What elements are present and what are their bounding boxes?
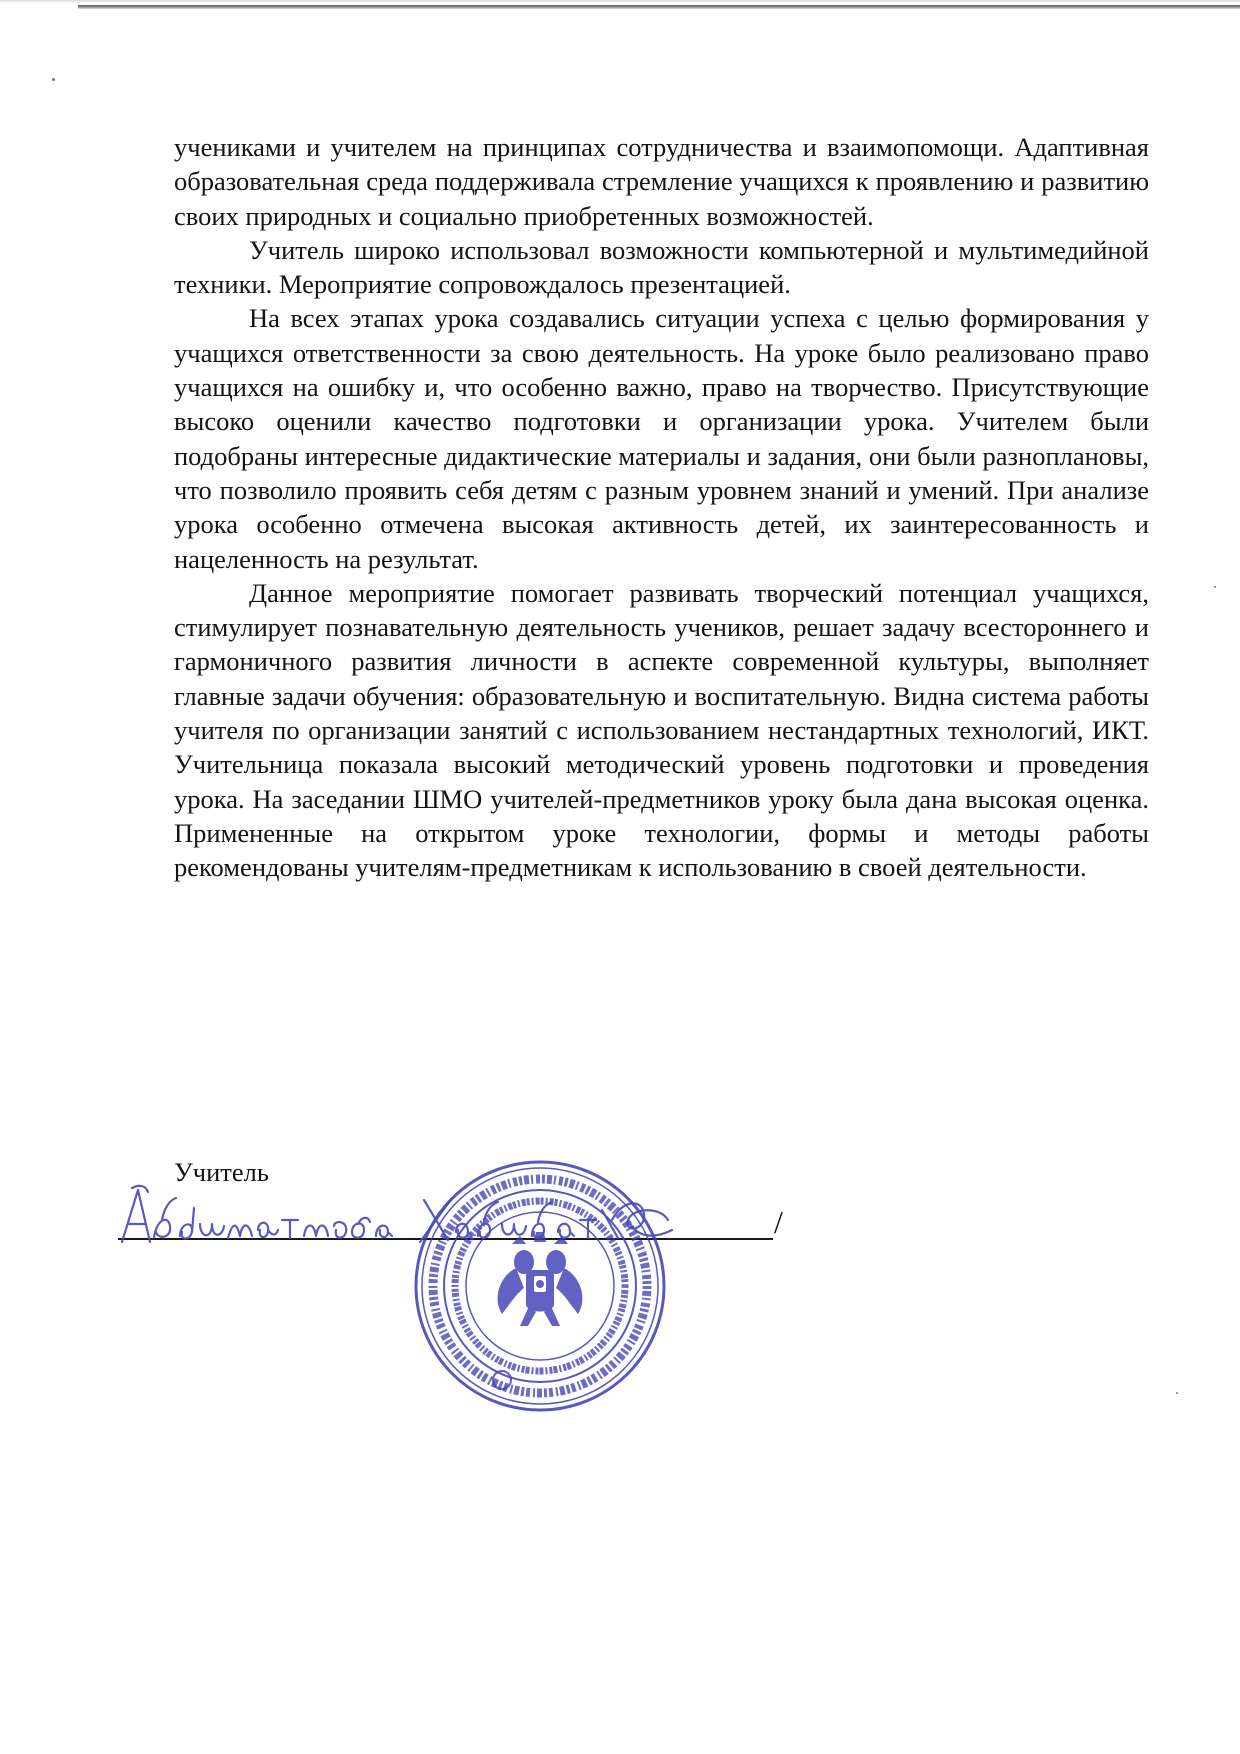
handwritten-signature [112,1180,682,1275]
document-body [174,130,1149,885]
scan-speck [52,78,55,81]
paragraph-3: На всех этапах урока создавались ситуации успеха с целью формирования у учащихся ответственности за свою деятельность. На уроке было реализовано право учащихся на ошибку и, что особенно важно, право на творчество. Присутствующие высоко оценили качество подготовки и организации урока. Учителем были подобраны интересные дидактические материалы и задания, они были разноплановы, что позволило проявить себя детям с разным уровнем знаний и умений. При анализе урока особенно отмечена высокая активность детей, их заинтересованность и нацеленность на результат. [174,303,1149,574]
scan-top-edge [78,5,1240,9]
paragraph-1: учениками и учителем на принципах сотрудничества и взаимопомощи. Адаптивная образовательная среда поддерживала стремление учащихся к проявлению и развитию своих природных и социально приобретенных возможностей. [174,132,1149,231]
scan-top-shade [0,0,1240,3]
scan-speck [1214,586,1216,588]
scan-speck [1176,1392,1178,1394]
paragraph-4: Данное мероприятие помогает развивать творческий потенциал учащихся, стимулирует познавательную деятельность учеников, решает задачу всестороннего и гармоничного развития личности в аспекте современной культуры, выполняет главные задачи обучения: образовательную и воспитательную. Видна система работы учителя по организации занятий с использованием нестандартных технологий, ИКТ. Учительница показала высокий методический уровень подготовки и проведения урока. На заседании ШМО учителей-предметников уроку была дана высокая оценка. Примененные на открытом уроке технологии, формы и методы работы рекомендованы учителям-предметникам к использованию в своей деятельности. [174,577,1149,883]
signature-slash: / [774,1204,783,1240]
paragraph-2: Учитель широко использовал возможности компьютерной и мультимедийной техники. Мероприятие сопровождалось презентацией. [174,234,1149,300]
signature-role-label: Учитель [174,1157,269,1187]
